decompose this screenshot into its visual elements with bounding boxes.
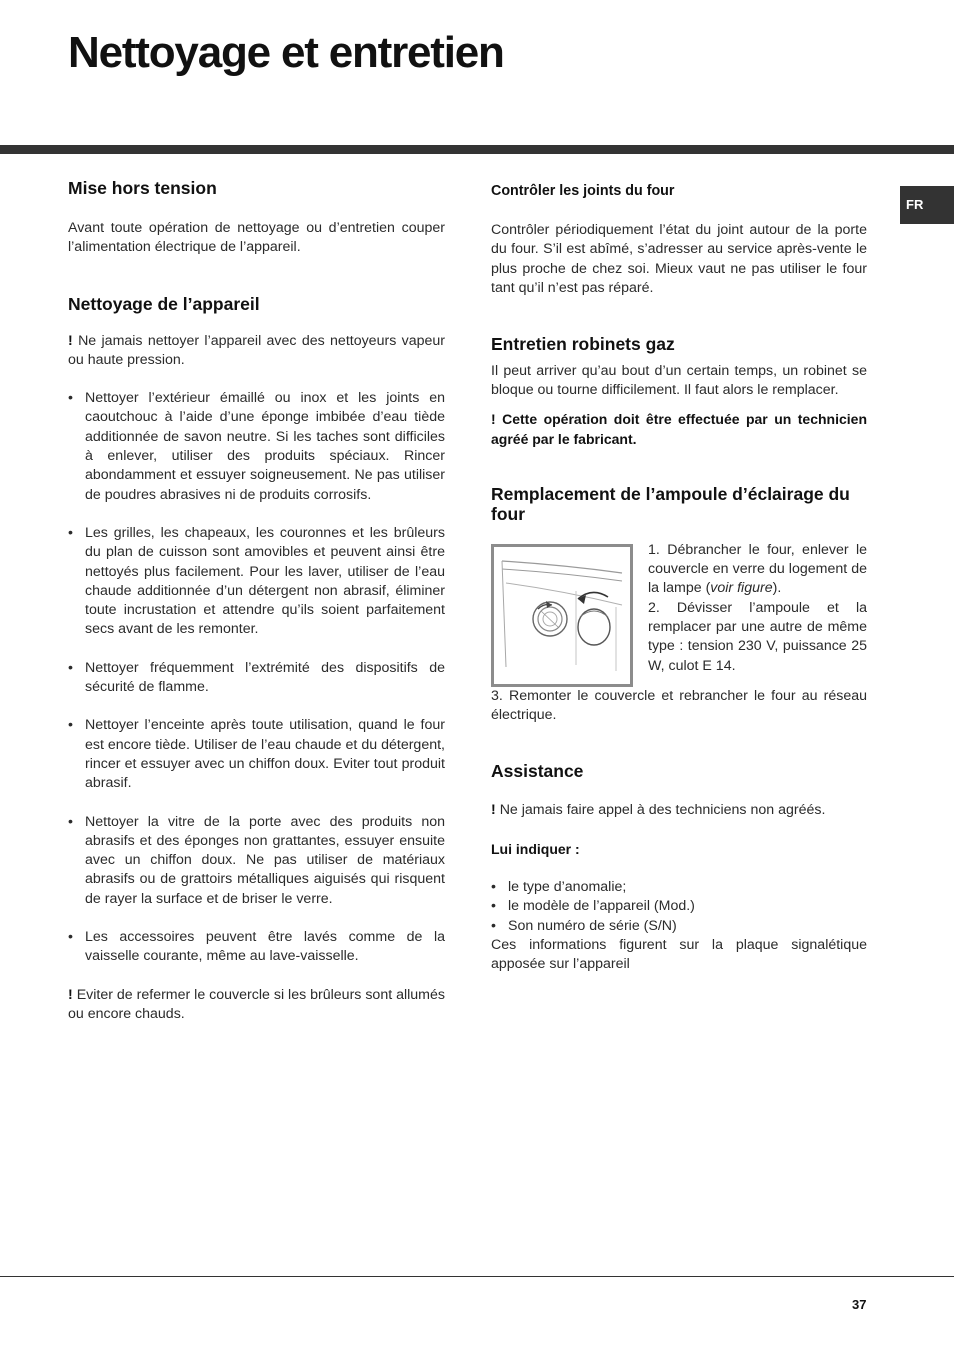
assistance-warning [491, 801, 867, 820]
final-warning [68, 986, 445, 1025]
warning-mark: ! [68, 986, 73, 1003]
lamp-replacement-block [491, 541, 867, 687]
header-divider [0, 145, 954, 154]
lamp-step-1-text: 1. Débrancher le four, enlever le couvercle en verre du logement de la lampe ( [648, 541, 867, 597]
list-item: • le type d’anomalie; [491, 878, 867, 897]
footer-divider [0, 1276, 954, 1277]
lamp-step-2: 2. Dévisser l’ampoule et la remplacer par une autre de même type : tension 230 V, puissance 25 W, culot E 14. [648, 599, 867, 674]
section-heading-assistance: Assistance [491, 761, 584, 782]
nettoyage-list [68, 389, 445, 966]
nettoyage-warning-text: Ne jamais nettoyer l’appareil avec des nettoyeurs vapeur ou haute pression. [68, 332, 445, 368]
robinets-text: Il peut arriver qu’au bout d’un certain temps, un robinet se bloque ou tourne difficilement. Il faut alors le remplacer. [491, 363, 867, 399]
section-heading-nettoyage: Nettoyage de l’appareil [68, 293, 260, 314]
assistance-warning-text: Ne jamais faire appel à des techniciens non agréés. [499, 802, 826, 819]
list-item: • le modèle de l’appareil (Mod.) [491, 897, 867, 916]
list-item: • Nettoyer fréquemment l’extrémité des dispositifs de sécurité de flamme. [68, 659, 445, 698]
page-number: 37 [852, 1297, 867, 1312]
warning-mark: ! [491, 802, 496, 819]
robinets-warning [491, 409, 867, 449]
nettoyage-warning [68, 332, 445, 371]
assistance-footer-text: Ces informations figurent sur la plaque signalétique apposée sur l’appareil [491, 936, 867, 973]
oven-lamp-figure [491, 544, 633, 687]
lamp-step-1-figure-ref: voir figure [710, 580, 773, 597]
page-title: Nettoyage et entretien [68, 28, 504, 77]
language-tab: FR [900, 186, 954, 224]
warning-mark: ! [68, 332, 73, 349]
warning-mark: ! [491, 410, 496, 427]
assistance-list [491, 878, 867, 936]
oven-lamp-illustration [494, 547, 630, 684]
mise-hors-tension-text: Avant toute opération de nettoyage ou d’entretien couper l’alimentation électrique de l’appareil. [68, 220, 445, 256]
joints-text: Contrôler périodiquement l’état du joint autour de la porte du four. S’il est abîmé, s’adresser au service après-vente le plus proche de chez soi. Mieux vaut ne pas utiliser le four tant qu’il n’est pas réparé. [491, 222, 867, 296]
list-item: • Son numéro de série (S/N) [491, 917, 867, 936]
lamp-step-1-end: ). [772, 580, 782, 597]
list-item: • Nettoyer l’extérieur émaillé ou inox et les joints en caoutchouc à l’aide d’une éponge imbibée d’eau tiède additionnée de savon neutre. Si les taches sont difficiles à enlever, utiliser des produits spéciaux. Rincer abondamment et essuyer soigneusement. Ne pas utiliser de poudres abrasives ni de produits corrosifs. [68, 389, 445, 505]
list-item: • Les grilles, les chapeaux, les couronnes et les brûleurs du plan de cuisson sont amovibles et peuvent ainsi être nettoyés plus facilement. Pour les laver, utiliser de l’eau chaude additionnée d’un détergent non abrasif, éliminer toute incrustation et attendre qu’ils soient parfaitement secs avant de les remonter. [68, 524, 445, 640]
list-item: • Nettoyer l’enceinte après toute utilisation, quand le four est encore tiède. Utiliser de l’eau chaude et du détergent, rincer et essuyer avec un chiffon doux. Eviter tout produit abrasif. [68, 716, 445, 793]
final-warning-text: Eviter de refermer le couvercle si les brûleurs sont allumés ou encore chauds. [68, 986, 445, 1022]
list-item: • Nettoyer la vitre de la porte avec des produits non abrasifs et des éponges non grattantes, essuyer ensuite avec un chiffon doux. Ne pas utiliser de matériaux abrasifs ou de grattoirs métalliques aiguisés qui risquent de rayer la surface et de briser le verre. [68, 813, 445, 909]
robinets-warning-text: Cette opération doit être effectuée par un technicien agréé par le fabricant. [491, 410, 867, 447]
assistance-subheading: Lui indiquer : [491, 840, 580, 857]
section-heading-joints: Contrôler les joints du four [491, 183, 675, 199]
list-item: • Les accessoires peuvent être lavés comme de la vaisselle courante, même au lave-vaisselle. [68, 928, 445, 967]
lamp-step-3: 3. Remonter le couvercle et rebrancher le four au réseau électrique. [491, 687, 867, 724]
section-heading-robinets: Entretien robinets gaz [491, 334, 675, 355]
right-column [491, 178, 867, 974]
section-heading-mise-hors-tension: Mise hors tension [68, 178, 217, 198]
left-column [68, 178, 445, 1024]
section-heading-ampoule: Remplacement de l’ampoule d’éclairage du four [491, 483, 850, 524]
